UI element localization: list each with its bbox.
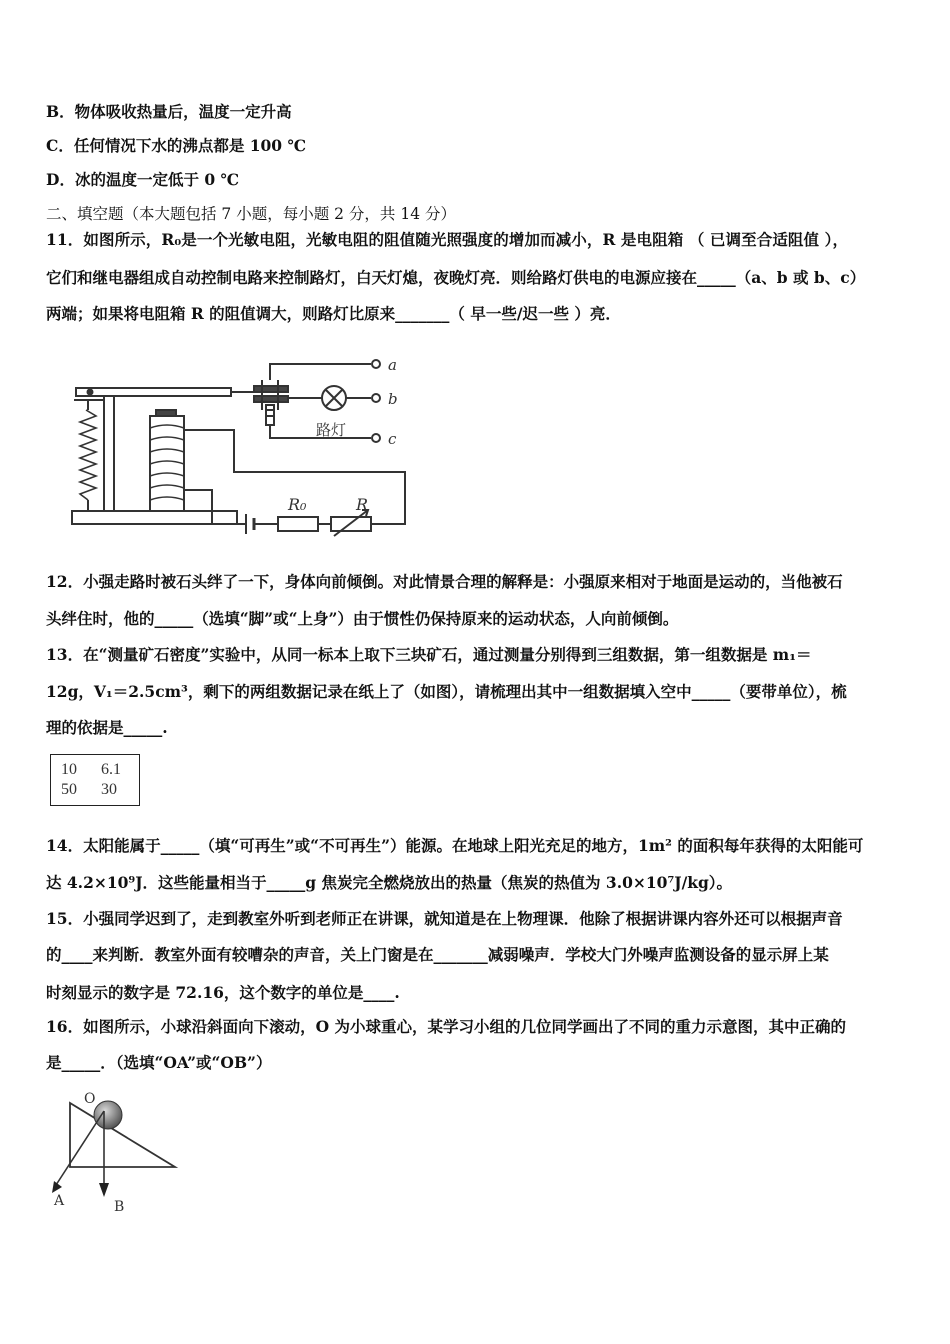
q11-line-1: 11．如图所示，R₀是一个光敏电阻，光敏电阻的阻值随光照强度的增加而减小，R 是电阻箱 （ 已调至合适阻值 ）， <box>46 230 849 249</box>
terminal-c-label: c <box>388 430 397 448</box>
relay-circuit-diagram <box>66 350 426 555</box>
incline-ball-diagram <box>40 1085 190 1225</box>
r-label: R <box>356 495 369 514</box>
q11-line-2: 它们和继电器组成自动控制电路来控制路灯，白天灯熄，夜晚灯亮．则给路灯供电的电源应接在_____（a、b 或 b、c） <box>46 268 866 287</box>
q12-line-2: 头绊住时，他的_____（选填“脚”或“上身”）由于惯性仍保持原来的运动状态，人向前倾倒。 <box>46 609 679 628</box>
section-title: 二、填空题（本大题包括 7 小题，每小题 2 分，共 14 分） <box>46 205 457 223</box>
q13-line-1: 13．在“测量矿石密度”实验中，从同一标本上取下三块矿石，通过测量分别得到三组数据，第一组数据是 m₁＝ <box>46 645 812 664</box>
option-d: D．冰的温度一定低于 0 ℃ <box>46 170 240 189</box>
data-cell: 30 <box>101 781 117 798</box>
q15-line-1: 15．小强同学迟到了，走到教室外听到老师正在讲课，就知道是在上物理课．他除了根据讲课内容外还可以根据声音 <box>46 909 843 928</box>
q13-line-2: 12g，V₁＝2.5cm³，剩下的两组数据记录在纸上了（如图），请梳理出其中一组数据填入空中_____（要带单位），梳 <box>46 682 847 701</box>
r0-label: R₀ <box>288 495 307 514</box>
terminal-a-label: a <box>388 356 397 374</box>
data-cell: 10 <box>61 761 77 778</box>
q13-line-3: 理的依据是_____. <box>46 718 168 737</box>
q12-line-1: 12．小强走路时被石头绊了一下，身体向前倾倒。对此情景合理的解释是：小强原来相对于地面是运动的，当他被石 <box>46 572 843 591</box>
center-o-label: O <box>84 1091 96 1107</box>
q14-line-2: 达 4.2×10⁹J．这些能量相当于_____g 焦炭完全燃烧放出的热量（焦炭的热值为 3.0×10⁷J/kg）。 <box>46 873 733 892</box>
option-b: B．物体吸收热量后，温度一定升高 <box>46 102 292 121</box>
q16-line-2: 是_____．（选填“OA”或“OB”） <box>46 1053 272 1072</box>
q15-line-2: 的____来判断．教室外面有较嘈杂的声音，关上门窗是在_______减弱噪声．学校大门外噪声监测设备的显示屏上某 <box>46 945 829 964</box>
terminal-b-label: b <box>388 390 398 408</box>
arrow-b-label: B <box>114 1199 125 1215</box>
option-c: C．任何情况下水的沸点都是 100 ℃ <box>46 136 307 155</box>
lamp-label: 路灯 <box>316 421 347 439</box>
q11-line-3: 两端；如果将电阻箱 R 的阻值调大，则路灯比原来_______（ 早一些/迟一些 ）亮． <box>46 304 621 323</box>
data-note-box <box>50 754 140 806</box>
q14-line-1: 14．太阳能属于_____（填“可再生”或“不可再生”）能源。在地球上阳光充足的地方，1m² 的面积每年获得的太阳能可 <box>46 836 864 855</box>
q16-line-1: 16．如图所示，小球沿斜面向下滚动，O 为小球重心，某学习小组的几位同学画出了不同的重力示意图，其中正确的 <box>46 1017 846 1036</box>
arrow-a-label: A <box>54 1193 65 1209</box>
data-cell: 50 <box>61 781 77 798</box>
q15-line-3: 时刻显示的数字是 72.16，这个数字的单位是____. <box>46 983 400 1002</box>
data-cell: 6.1 <box>101 761 121 778</box>
